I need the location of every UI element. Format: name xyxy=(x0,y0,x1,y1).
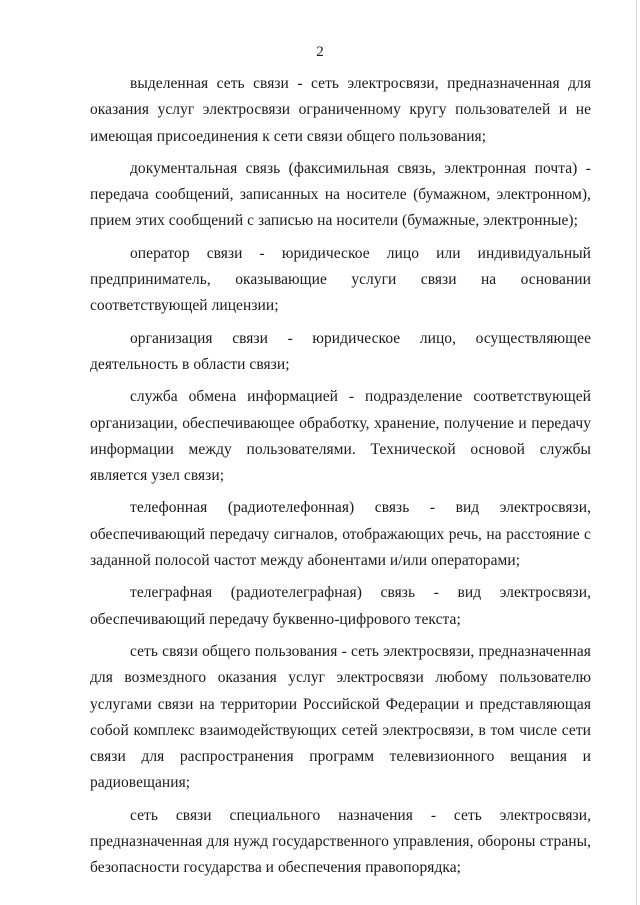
definition-paragraph: документальная связь (факсимильная связь, электронная почта) - передача сообщений, записанных на носителе (бумажном, электронном), прием этих сообщений с записью на носители (бумажные, электронные); xyxy=(90,159,591,230)
definition-paragraph: организация связи - юридическое лицо, осуществляющее деятельность в области связи; xyxy=(90,329,591,373)
definition-paragraph: выделенная сеть связи - сеть электросвязи, предназначенная для оказания услуг электросвязи ограниченному кругу пользователей и не имеющая присоединения к сети связи общего пользования; xyxy=(90,75,591,145)
page-number: 2 xyxy=(316,44,324,60)
definition-paragraph: оператор связи - юридическое лицо или индивидуальный предприниматель, оказывающие услуги связи на основании соответствующей лицензии; xyxy=(90,244,591,315)
definition-paragraph: сеть связи специального назначения - сеть электросвязи, предназначенная для нужд государственного управления, обороны страны, безопасности государства и обеспечения правопорядка; xyxy=(90,806,591,877)
definition-paragraph: служба обмена информацией - подразделение соответствующей организации, обеспечивающее обработку, хранение, получение и передачу информации между пользователями. Технической основой службы является узел связи; xyxy=(90,388,591,485)
definition-paragraph: телефонная (радиотелефонная) связь - вид электросвязи, обеспечивающий передачу сигналов, отображающих речь, на расстояние с заданной полосой частот между абонентами и/или операторами; xyxy=(90,499,591,570)
definition-paragraph: телеграфная (радиотелеграфная) связь - вид электросвязи, обеспечивающий передачу буквенно-цифрового текста; xyxy=(90,584,591,628)
definition-paragraph: сеть связи общего пользования - сеть электросвязи, предназначенная для возмездного оказания услуг электросвязи любому пользователю услугами связи на территории Российской Федерации и представляющая собой комплекс взаимодействующих сетей электросвязи, в том числе сети связи для распространения программ телевизионного вещания и радиовещания; xyxy=(90,642,591,792)
scan-edge-line xyxy=(636,0,637,905)
document-body xyxy=(90,71,591,888)
